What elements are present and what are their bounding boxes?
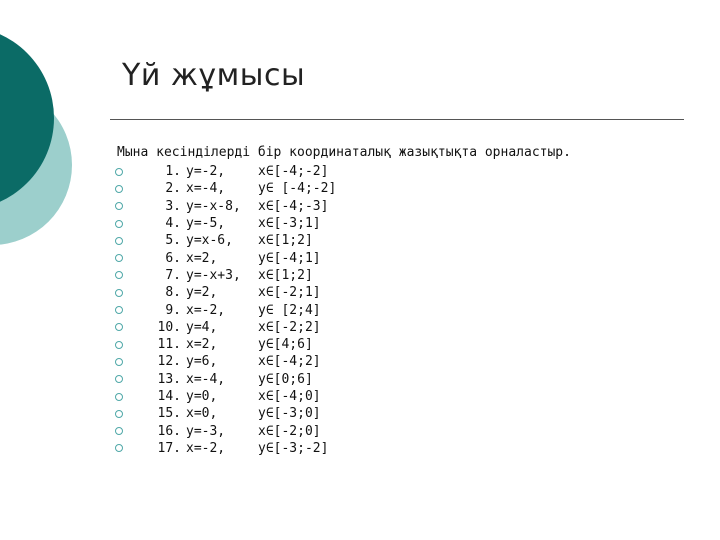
bullet-circle-icon [115,358,123,366]
item-equation: y=0, [186,389,218,404]
item-domain: x∈[-4;0] [258,389,321,404]
item-domain: x∈[-3;1] [258,216,321,232]
item-domain: y∈[-3;0] [258,406,321,422]
item-domain: x∈[1;2] [258,233,313,249]
item-number: 9. [165,302,181,318]
bullet-circle-icon [115,410,123,418]
item-number: 6. [165,250,181,266]
list-item [113,249,336,266]
list-item [113,301,336,318]
item-equation: y=4, [186,319,218,335]
item-equation: y=6, [186,354,218,370]
item-domain: y∈[-4;1] [258,250,321,266]
item-equation: y=2, [186,285,218,301]
list-item [113,284,336,301]
item-equation: x=-4, [186,371,226,387]
bullet-circle-icon [115,323,123,331]
item-domain: y∈ [-4;-2] [258,181,337,197]
item-domain: x∈[-4;-3] [258,198,329,214]
list-item [113,319,336,336]
list-item [113,336,336,353]
item-number: 5. [165,233,181,249]
item-equation: y=-3, [186,423,226,439]
bullet-circle-icon [115,168,123,176]
list-item [113,405,336,422]
list-item [113,163,336,180]
bullet-circle-icon [115,237,123,245]
list-item [113,180,336,197]
item-number: 1. [165,164,181,180]
item-number: 13. [157,371,181,387]
list-item [113,232,336,249]
item-domain: y∈[-3;-2] [258,440,329,456]
title-divider [110,119,684,120]
item-number: 12. [157,354,181,370]
item-number: 2. [165,181,181,197]
item-number: 4. [165,216,181,232]
item-equation: y=-x+3, [186,267,241,283]
item-domain: x∈[-2;0] [258,423,321,439]
item-domain: x∈[-2;1] [258,285,321,301]
list-item [113,440,336,457]
bullet-circle-icon [115,271,123,279]
list-item [113,422,336,439]
bullet-circle-icon [115,289,123,297]
list-item [113,371,336,388]
intro-text: Мына кесінділерді бір координаталық жазықтықта орналастыр. [117,145,571,160]
item-domain: y∈ [2;4] [258,302,321,318]
list-item [113,267,336,284]
bullet-circle-icon [115,375,123,383]
bullet-circle-icon [115,254,123,262]
item-number: 3. [165,198,181,214]
list-item [113,353,336,370]
item-number: 8. [165,285,181,301]
page-title: Үй жұмысы [122,58,306,93]
bullet-circle-icon [115,185,123,193]
bullet-circle-icon [115,202,123,210]
item-number: 15. [157,406,181,422]
item-equation: x=2, [186,337,218,353]
task-list [113,163,336,457]
item-domain: x∈[1;2] [258,267,313,283]
bullet-circle-icon [115,427,123,435]
item-domain: y∈[4;6] [258,337,313,353]
bullet-circle-icon [115,220,123,228]
bullet-circle-icon [115,306,123,314]
item-number: 17. [157,440,181,456]
bullet-circle-icon [115,341,123,349]
list-item [113,198,336,215]
item-number: 10. [157,319,181,335]
item-equation: x=-4, [186,181,226,197]
item-equation: y=x-6, [186,233,233,249]
list-item [113,388,336,405]
item-equation: x=0, [186,406,218,422]
item-number: 14. [157,389,181,404]
item-domain: y∈[0;6] [258,371,313,387]
bullet-circle-icon [115,393,123,401]
item-equation: y=-x-8, [186,198,241,214]
item-equation: x=-2, [186,302,226,318]
item-equation: x=2, [186,250,218,266]
list-item [113,215,336,232]
bullet-circle-icon [115,444,123,452]
item-number: 11. [157,337,181,353]
item-domain: x∈[-4;2] [258,354,321,370]
item-equation: y=-2, [186,164,226,180]
item-domain: x∈[-4;-2] [258,164,329,180]
item-domain: x∈[-2;2] [258,319,321,335]
item-number: 7. [165,267,181,283]
item-number: 16. [157,423,181,439]
item-equation: y=-5, [186,216,226,232]
item-equation: x=-2, [186,440,226,456]
decorative-circles [0,0,120,300]
